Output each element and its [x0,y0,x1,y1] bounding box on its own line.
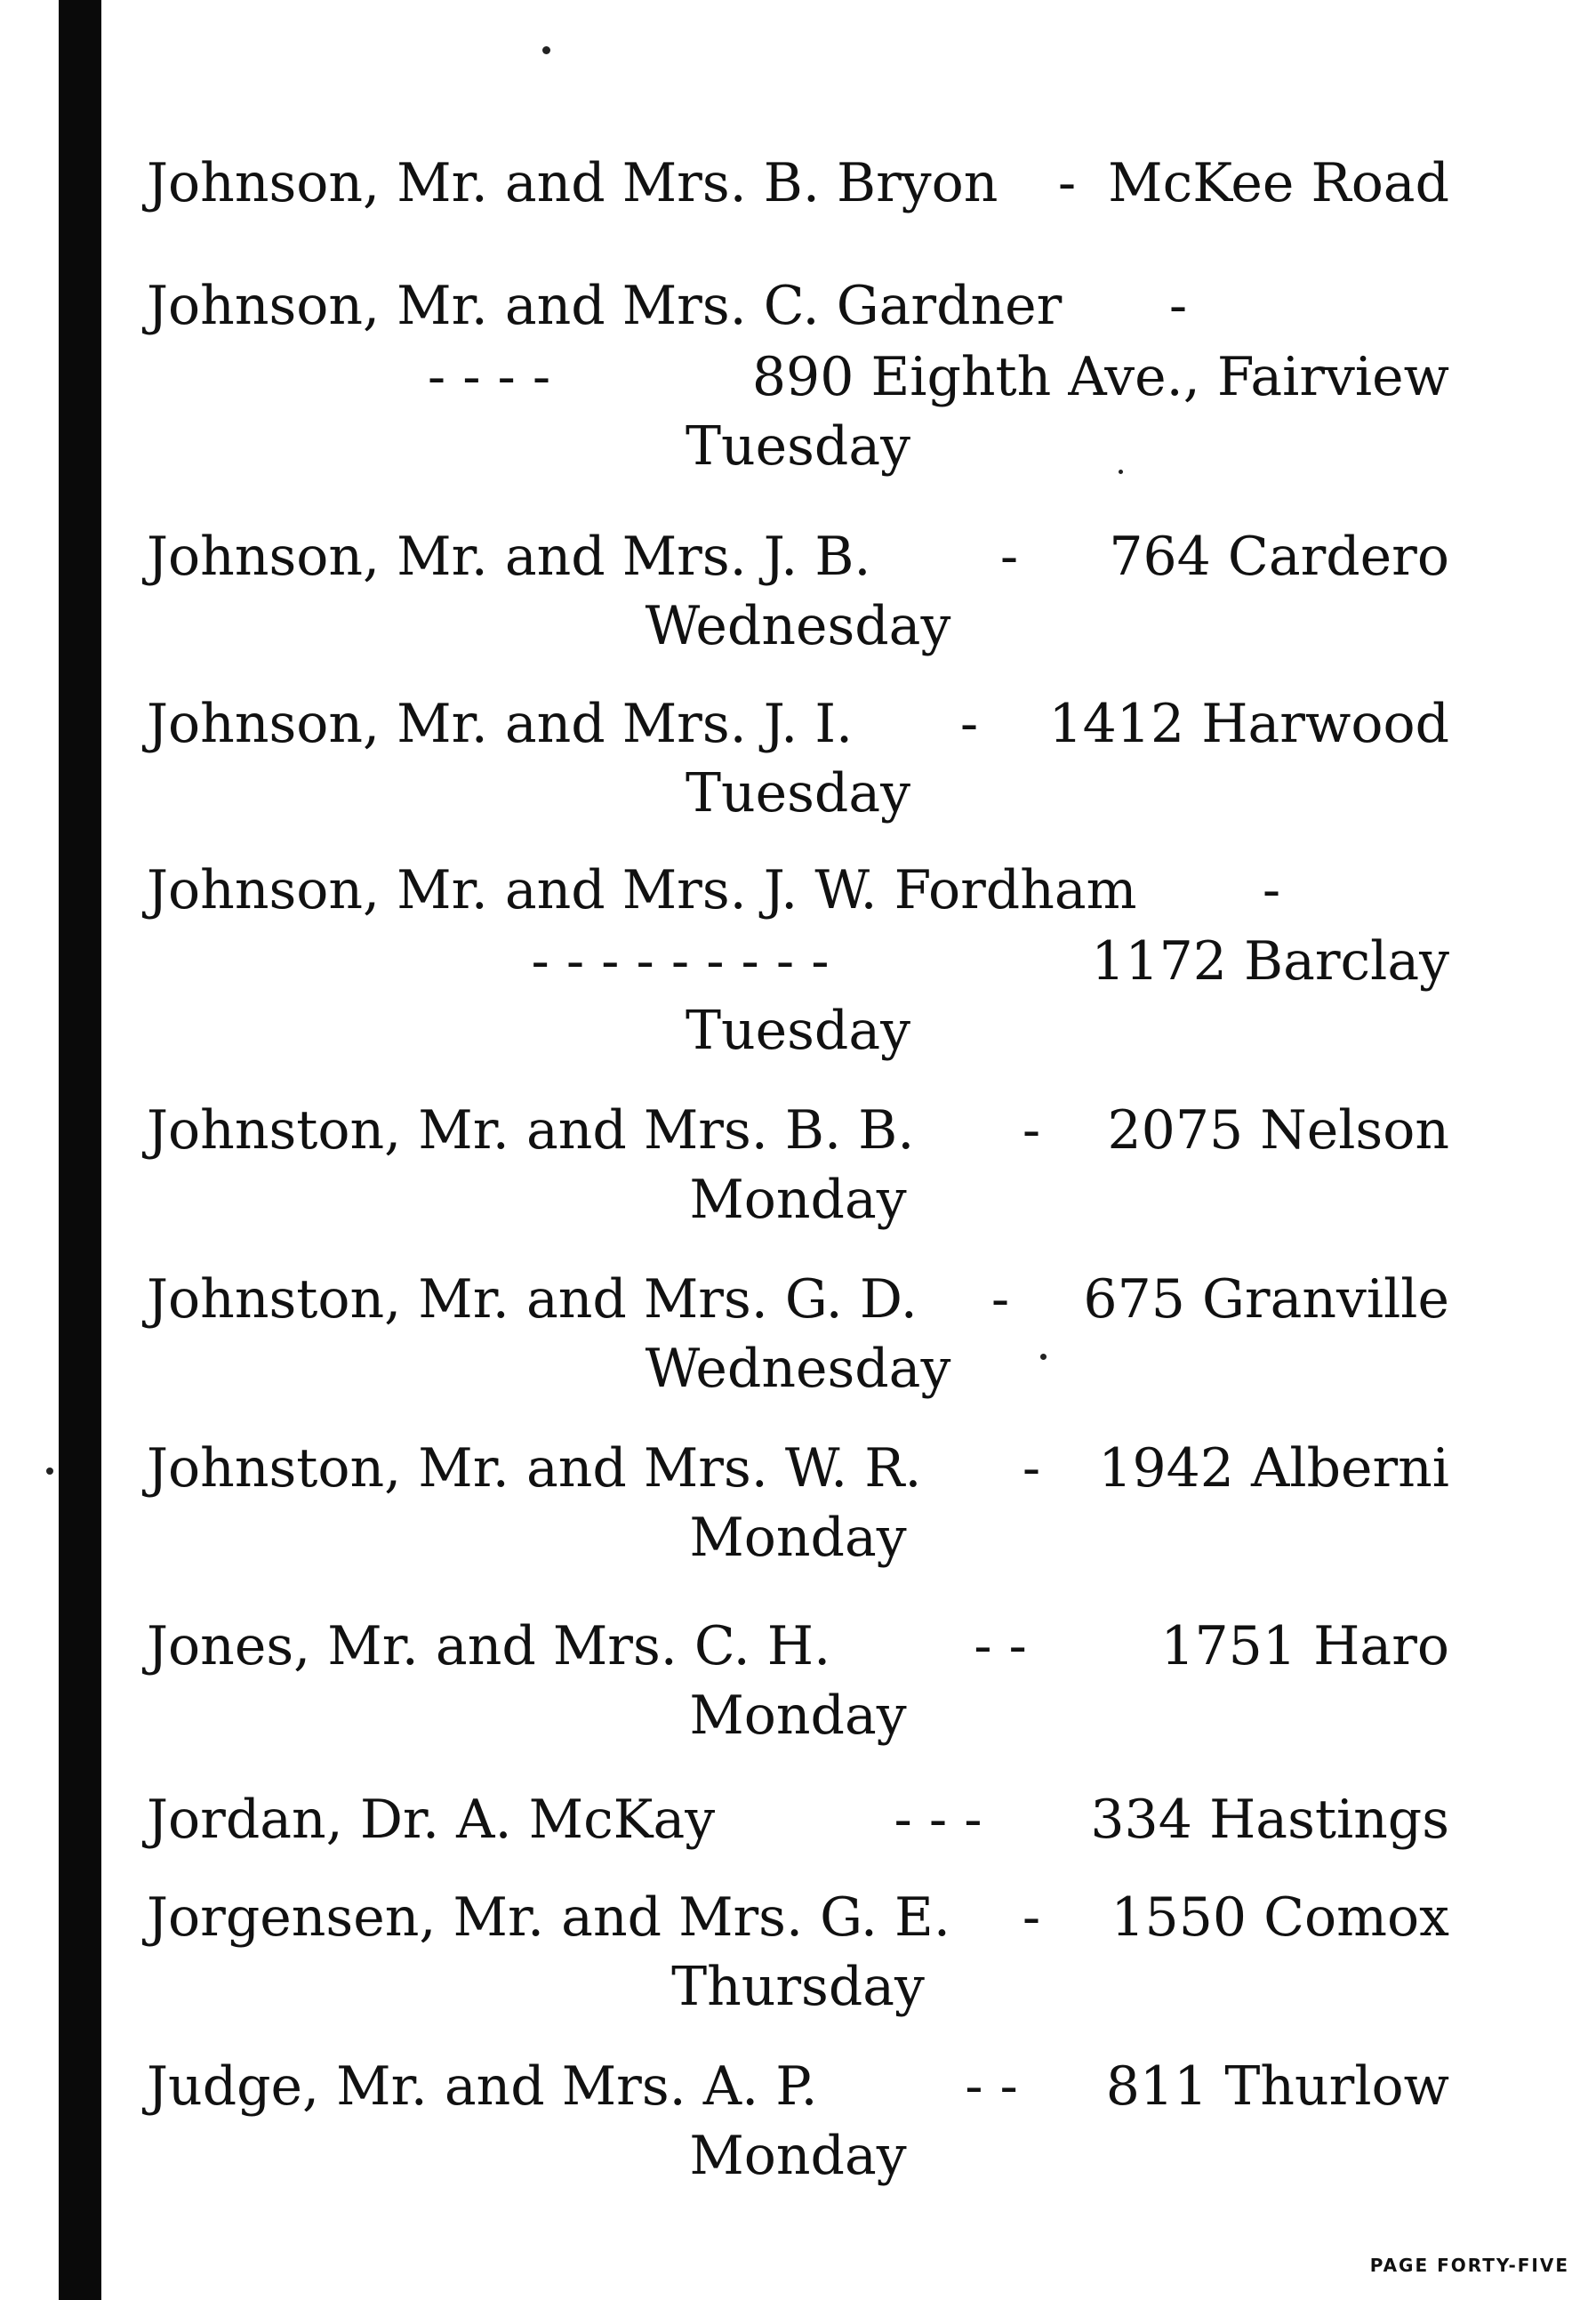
entry-day: Monday [689,2125,907,2187]
entry-dashes-continuation: - - - - [427,346,551,408]
entry-name: Jones, Mr. and Mrs. C. H. [147,1615,831,1677]
scan-speck [46,1468,53,1475]
entry-name: Johnson, Mr. and Mrs. C. Gardner [147,275,1063,337]
entry-address: 1550 Comox [1111,1886,1449,1949]
entry-address: 764 Cardero [1109,526,1449,588]
page-number-footer: PAGE FORTY-FIVE [1369,2255,1569,2276]
entry-day: Monday [689,1169,907,1231]
entry-day: Wednesday [645,1338,951,1400]
entry-dashes: - [959,693,979,755]
entry-dashes: - [990,1268,1010,1331]
entry-name: Jorgensen, Mr. and Mrs. G. E. [147,1886,950,1949]
entry-day: Thursday [671,1956,925,2018]
entry-address: 2075 Nelson [1107,1099,1449,1162]
scan-speck [1119,470,1123,474]
entry-dashes: - [1262,859,1281,921]
binding-edge [59,0,101,2300]
entry-address: 890 Eighth Ave., Fairview [751,346,1449,408]
entry-address: 1412 Harwood [1048,693,1449,755]
entry-address: 675 Granville [1083,1268,1449,1331]
entry-day: Wednesday [645,595,951,657]
entry-name: Johnston, Mr. and Mrs. W. R. [147,1437,922,1500]
entry-address: 811 Thurlow [1105,2055,1449,2118]
entry-dashes-continuation: - - - - - - - - - [531,930,830,993]
entry-name: Johnston, Mr. and Mrs. G. D. [147,1268,918,1331]
entry-name: Judge, Mr. and Mrs. A. P. [147,2055,818,2118]
entry-name: Johnson, Mr. and Mrs. J. B. [147,526,871,588]
entry-day: Monday [689,1507,907,1569]
entry-day: Tuesday [685,415,911,478]
entry-dashes: - [999,526,1019,588]
entry-dashes: - [1022,1886,1041,1949]
entry-name: Johnson, Mr. and Mrs. J. W. Fordham [147,859,1137,921]
entry-address: 1172 Barclay [1091,930,1449,993]
scan-speck [1040,1354,1047,1360]
entry-name: Johnson, Mr. and Mrs. J. I. [147,693,854,755]
entry-address: 334 Hastings [1090,1789,1449,1851]
entry-address: 1751 Haro [1160,1615,1449,1677]
scan-speck [542,46,550,54]
entry-address: McKee Road [1108,152,1449,214]
entry-address: 1942 Alberni [1098,1437,1449,1500]
entry-dashes: - [1022,1099,1041,1162]
entry-name: Jordan, Dr. A. McKay [147,1789,716,1851]
entry-dashes: - [1057,152,1077,214]
entry-name: Johnston, Mr. and Mrs. B. B. [147,1099,915,1162]
entry-day: Monday [689,1685,907,1747]
entry-dashes: - [1168,275,1188,337]
entry-name: Johnson, Mr. and Mrs. B. Bryon [147,152,999,214]
entry-dashes: - [1022,1437,1041,1500]
entry-day: Tuesday [685,1000,911,1062]
entry-dashes: - - [965,2055,1018,2118]
entry-dashes: - - [974,1615,1027,1677]
entry-dashes: - - - [894,1789,982,1851]
entry-day: Tuesday [685,762,911,824]
